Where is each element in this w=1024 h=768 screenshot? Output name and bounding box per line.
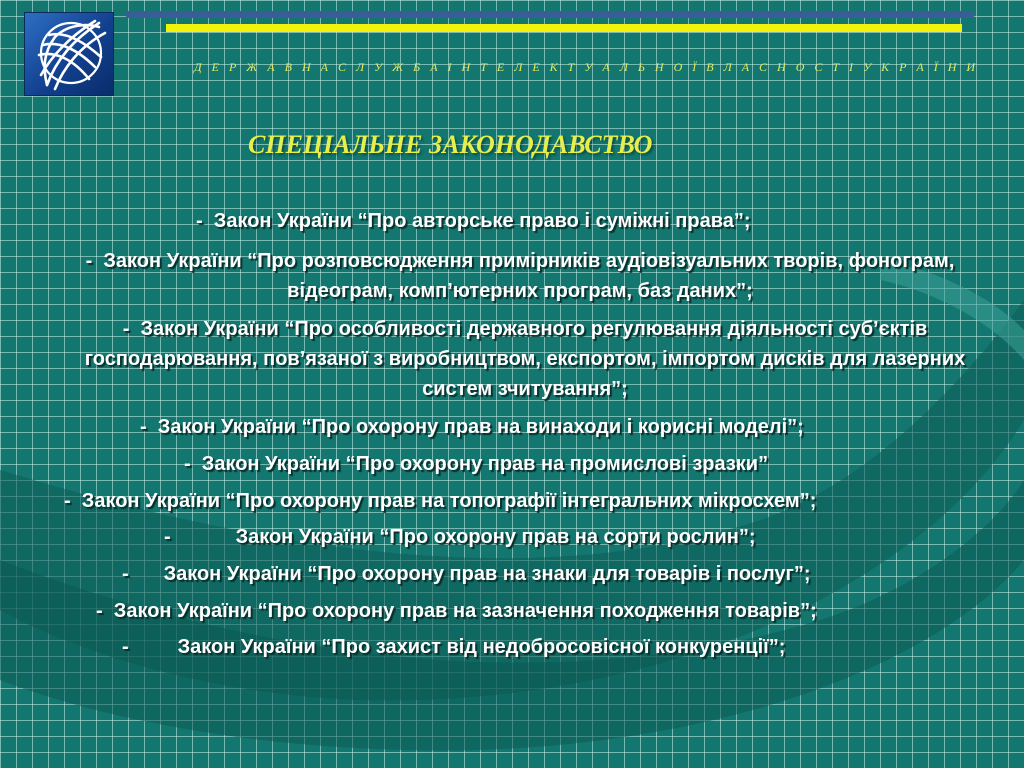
- law-dash: -: [184, 453, 191, 475]
- law-dash: -: [85, 250, 93, 272]
- law-item: [140, 412, 804, 442]
- law-item: [122, 559, 811, 589]
- law-item: [64, 486, 816, 516]
- law-text: Закон України “Про охорону прав на сорти рослин”;: [235, 526, 756, 548]
- law-dash: -: [122, 636, 129, 658]
- accent-bar: [166, 24, 962, 32]
- law-text: Закон України “Про охорону прав на винаходи і корисні моделі”;: [157, 416, 804, 438]
- law-text: Закон України “Про захист від недобросовісної конкуренції”;: [177, 636, 786, 658]
- law-text: Закон України “Про охорону прав на зазначення походження товарів”;: [113, 600, 817, 622]
- law-text: Закон України “Про охорону прав на топографії інтегральних мікросхем”;: [81, 490, 817, 512]
- law-text: Закон України “Про розповсюдження примірників аудіовізуальних творів, фонограм, відеограм, комп’ютерних програм, баз даних”;: [103, 250, 955, 302]
- law-item: [60, 314, 990, 404]
- law-item: [96, 596, 817, 626]
- law-dash: -: [122, 318, 130, 340]
- logo: [24, 12, 114, 96]
- law-dash: -: [140, 416, 147, 438]
- law-text: Закон України “Про особливості державного регулювання діяльності суб’єктів господарювання, пов’язаної з виробництвом, експортом, імпортом дисків для лазерних систем зчитування”;: [84, 318, 966, 400]
- law-item: [164, 522, 756, 552]
- agency-name: Д Е Р Ж А В Н А С Л У Ж Б А І Н Т Е Л Е К Т У А Л Ь Н О Ї В Л А С Н О С Т І У К Р А Ї Н И: [194, 60, 979, 74]
- globe-grid-icon: [25, 13, 113, 95]
- law-dash: -: [64, 490, 71, 512]
- law-dash: -: [96, 600, 103, 622]
- law-item: [122, 632, 785, 662]
- law-dash: -: [122, 563, 129, 585]
- law-dash: -: [196, 210, 203, 232]
- law-text: Закон України “Про охорону прав на промислові зразки”: [201, 453, 769, 475]
- law-text: Закон України “Про охорону прав на знаки для товарів і послуг”;: [163, 563, 811, 585]
- law-item: [184, 449, 768, 479]
- law-text: Закон України “Про авторське право і суміжні права”;: [213, 210, 751, 232]
- law-item: [60, 246, 980, 306]
- top-bar: [126, 11, 974, 18]
- slide-title: СПЕЦІАЛЬНЕ ЗАКОНОДАВСТВО: [248, 130, 653, 159]
- law-dash: -: [164, 526, 171, 548]
- law-item: [196, 206, 751, 236]
